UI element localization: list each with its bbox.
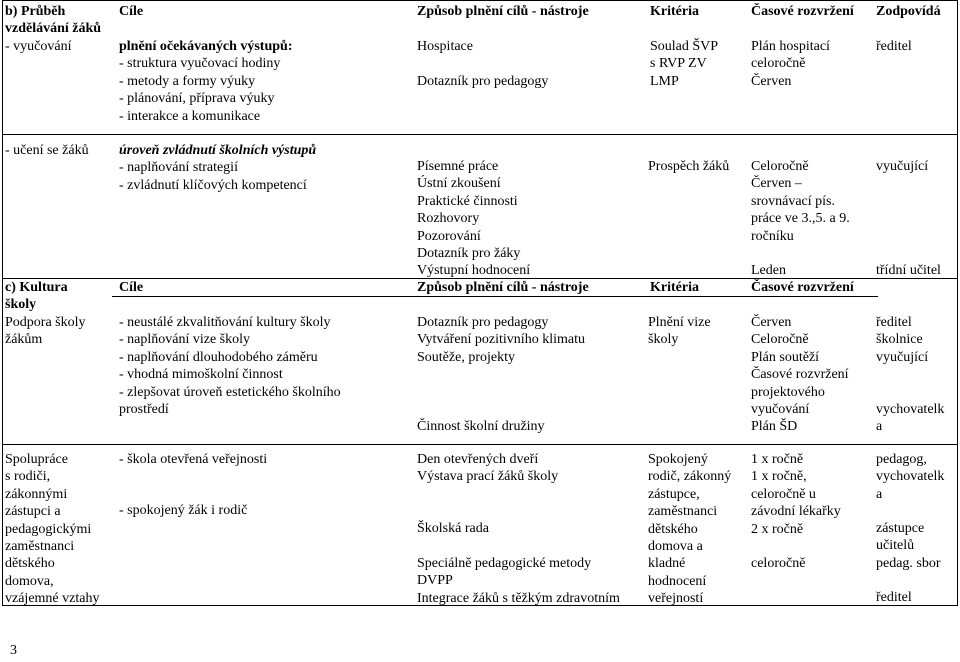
area-teaching: - vyučování — [5, 39, 72, 54]
header-underline — [112, 296, 878, 297]
header-tools: Způsob plnění cílů - nástroje — [417, 4, 589, 19]
tools-cooperation-b: Školská rada — [417, 521, 489, 536]
table-border-top — [2, 0, 958, 1]
responsible-cooperation-c: ředitel — [876, 590, 912, 605]
header-goals: Cíle — [119, 4, 144, 19]
responsible-learning: vyučující — [876, 159, 929, 174]
responsible-support-last: vychovatelk a — [876, 402, 945, 435]
page-number: 3 — [10, 643, 17, 658]
criteria-learning: Prospěch žáků — [648, 159, 730, 174]
goals-teaching: plnění očekávaných výstupů: - struktura vyučovací hodiny - metody a formy výuky - plánování, příprava výuky - interakce a komunikace — [119, 39, 293, 124]
section-b-title: b) Průběh vzdělávání žáků — [5, 4, 102, 37]
responsible-cooperation-b: zástupce učitelů pedag. sbor — [876, 521, 941, 571]
header-criteria-c: Kritéria — [650, 280, 699, 295]
timing-learning-last: Leden — [751, 263, 786, 278]
goal-open-school: - škola otevřená veřejnosti — [119, 452, 268, 467]
goal-satisfied: - spokojený žák i rodič — [119, 503, 248, 518]
header-goals-c: Cíle — [119, 280, 144, 295]
table-border-left — [2, 0, 3, 606]
section-c-title: c) Kultura školy — [5, 280, 68, 313]
criteria-cooperation: Spokojený rodič, zákonný zástupce, zaměstnanci dětského domova a kladné hodnocení veřejností — [648, 452, 732, 607]
row-divider-c — [2, 444, 958, 445]
timing-cooperation-b: celoročně — [751, 556, 806, 571]
area-cooperation: Spolupráce s rodiči, zákonnými zástupci a pedagogickými zaměstnanci dětského domova, vzájemné vztahy — [5, 452, 100, 607]
criteria-teaching: Soulad ŠVP s RVP ZV LMP — [650, 39, 719, 89]
timing-learning: Celoročně Červen – srovnávací pís. práce ve 3.,5. a 9. ročníku — [751, 159, 850, 244]
row-divider — [2, 134, 958, 135]
goals-learning: úroveň zvládnutí školních výstupů - naplňování strategií - zvládnutí klíčových kompetencí — [119, 143, 317, 193]
area-support: Podpora školy žákům — [5, 315, 86, 348]
goals-support: - neustálé zkvalitňování kultury školy - naplňování vize školy - naplňování dlouhodobého záměru - vhodná mimoškolní činnost - zlepšovat úroveň estetického školního prostředí — [119, 315, 341, 418]
responsible-support: ředitel školnice vyučující — [876, 315, 929, 365]
header-timing-c: Časové rozvržení — [751, 280, 854, 295]
header-responsible: Zodpovídá — [876, 4, 941, 19]
header-tools-c: Způsob plnění cílů - nástroje — [417, 280, 589, 295]
criteria-support: Plnění vize školy — [648, 315, 711, 348]
area-learning: - učení se žáků — [5, 143, 89, 158]
tools-cooperation-c: Speciálně pedagogické metody DVPP Integrace žáků s těžkým zdravotním — [417, 556, 620, 606]
responsible-cooperation-a: pedagog, vychovatelk a — [876, 452, 945, 502]
timing-support: Červen Celoročně Plán soutěží Časové rozvržení projektového vyučování Plán ŠD — [751, 315, 849, 435]
tools-learning: Písemné práce Ústní zkoušení Praktické činnosti Rozhovory Pozorování Dotazník pro žáky Výstupní hodnocení — [417, 159, 531, 279]
responsible-learning-last: třídní učitel — [876, 263, 941, 278]
tools-support: Dotazník pro pedagogy Vytváření pozitivního klimatu Soutěže, projekty — [417, 315, 585, 365]
tools-cooperation-a: Den otevřených dveří Výstava prací žáků školy — [417, 452, 559, 485]
header-criteria: Kritéria — [650, 4, 699, 19]
tools-teaching: Hospitace Dotazník pro pedagogy — [417, 39, 549, 89]
tools-support-last: Činnost školní družiny — [417, 419, 545, 434]
header-timing: Časové rozvržení — [751, 4, 854, 19]
responsible-teaching: ředitel — [876, 39, 912, 54]
table-border-right — [957, 0, 958, 606]
timing-teaching: Plán hospitací celoročně Červen — [751, 39, 830, 89]
timing-cooperation-a: 1 x ročně 1 x ročně, celoročně u závodní lékařky 2 x ročně — [751, 452, 841, 537]
